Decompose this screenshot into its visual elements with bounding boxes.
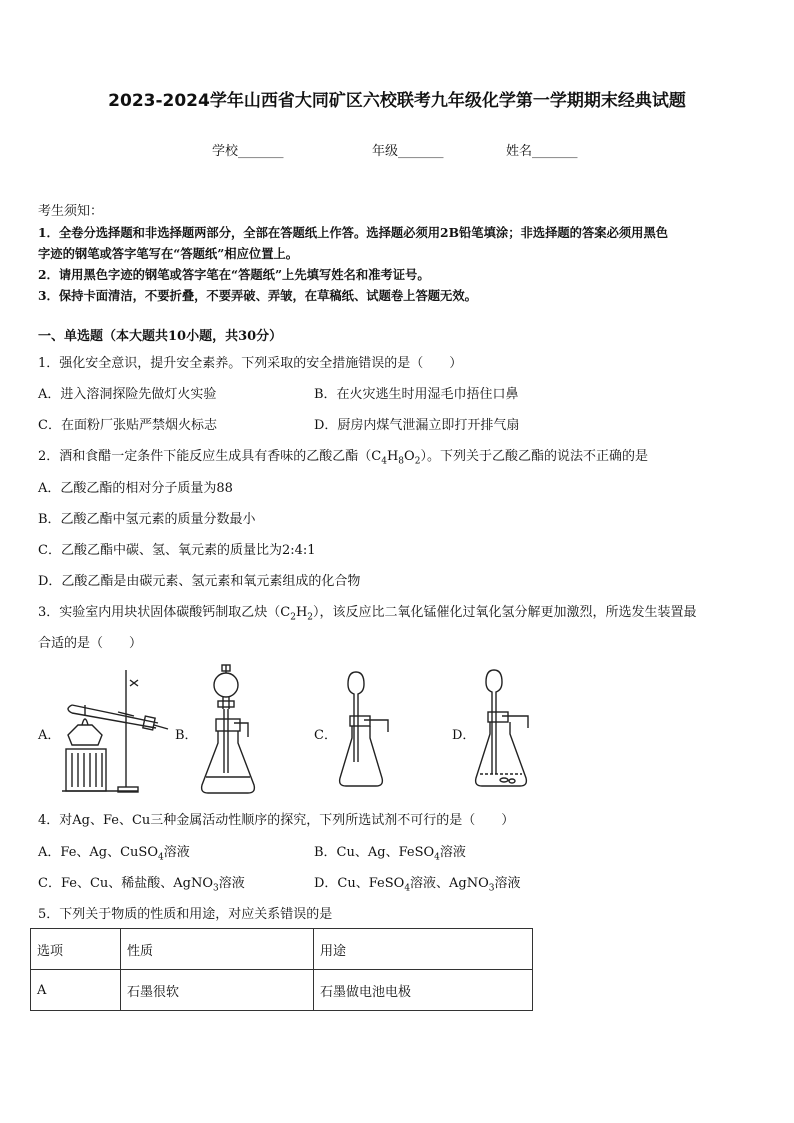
question-1-stem: 1．强化安全意识，提升安全素养。下列采取的安全措施错误的是（ ） xyxy=(38,356,463,371)
q4-a-end: 溶液 xyxy=(163,845,190,860)
q4-a-sub: 4 xyxy=(157,852,164,863)
section-heading: 一、单选题（本大题共10小题，共30分） xyxy=(38,329,283,344)
question-3-option-b[interactable]: B． xyxy=(175,728,198,743)
table-cell: A xyxy=(31,970,121,1011)
notice-item-2: 2．请用黑色字迹的钢笔或答字笔在“答题纸”上先填写姓名和准考证号。 xyxy=(38,267,430,282)
page-title: 2023-2024学年山西省大同矿区六校联考九年级化学第一学期期末经典试题 xyxy=(108,91,686,111)
question-1-option-c[interactable]: C．在面粉厂张贴严禁烟火标志 xyxy=(38,418,217,433)
question-3-stem xyxy=(38,604,697,627)
apparatus-d-image xyxy=(470,668,542,792)
q2-mid2: O xyxy=(404,449,415,464)
question-4-stem: 4．对Ag、Fe、Cu三种金属活动性顺序的探究，下列所选试剂不可行的是（ ） xyxy=(38,813,515,828)
table-header-row xyxy=(31,929,533,970)
question-4-option-c[interactable] xyxy=(38,875,245,898)
notice-heading: 考生须知： xyxy=(38,204,104,219)
q3-mid: H xyxy=(295,605,308,620)
q4-d-mid: 溶液、AgNO xyxy=(410,876,489,891)
table-header-cell: 用途 xyxy=(314,929,533,970)
question-5-table xyxy=(30,928,533,1011)
question-2-stem xyxy=(38,448,648,471)
question-2-option-c[interactable]: C．乙酸乙酯中碳、氢、氧元素的质量比为2:4:1 xyxy=(38,543,316,558)
q4-b-sub: 4 xyxy=(434,852,440,863)
question-1-option-b[interactable]: B．在火灾逃生时用湿毛巾捂住口鼻 xyxy=(314,387,519,402)
q3-sub1: 2 xyxy=(290,612,296,623)
q4-c-end: 溶液 xyxy=(218,876,245,891)
notice-item-1-cont: 字迹的钢笔或答字笔写在“答题纸”相应位置上。 xyxy=(38,246,299,261)
q4-c-text: C．Fe、Cu、稀盐酸、AgNO xyxy=(38,876,214,891)
question-2-option-a[interactable]: A．乙酸乙酯的相对分子质量为88 xyxy=(38,481,233,496)
q2-stem-b: ）。下列关于乙酸乙酯的说法不正确的是 xyxy=(420,449,648,464)
q4-c-sub: 3 xyxy=(213,883,219,894)
q3-sub2: 2 xyxy=(307,612,314,623)
question-2-option-d[interactable]: D．乙酸乙酯是由碳元素、氢元素和氧元素组成的化合物 xyxy=(38,574,361,589)
q4-a-text: A．Fe、Ag、CuSO xyxy=(38,845,158,860)
question-4-option-a[interactable] xyxy=(38,844,190,867)
apparatus-b-image xyxy=(196,663,276,799)
question-3-option-a[interactable]: A． xyxy=(38,728,61,743)
table-header-cell: 性质 xyxy=(121,929,314,970)
question-4-option-b[interactable] xyxy=(314,844,466,867)
school-field[interactable]: 学校_______ xyxy=(212,144,284,159)
table-cell: 石墨做电池电极 xyxy=(314,970,533,1011)
notice-item-3: 3．保持卡面清洁，不要折叠，不要弄破、弄皱，在草稿纸、试题卷上答题无效。 xyxy=(38,288,477,303)
name-field[interactable]: 姓名_______ xyxy=(506,144,578,159)
question-3-option-d[interactable]: D． xyxy=(452,728,476,743)
q2-sub3: 2 xyxy=(414,456,421,467)
table-cell: 石墨很软 xyxy=(121,970,314,1011)
notice-item-1: 1．全卷分选择题和非选择题两部分，全部在答题纸上作答。选择题必须用2B铅笔填涂；非选择题的答案必须用黑色 xyxy=(38,225,669,240)
q4-b-end: 溶液 xyxy=(439,845,466,860)
apparatus-c-image xyxy=(334,670,396,790)
q2-sub1: 4 xyxy=(381,456,387,467)
q4-d-sub1: 4 xyxy=(404,883,411,894)
question-1-option-d[interactable]: D．厨房内煤气泄漏立即打开排气扇 xyxy=(314,418,520,433)
q4-d-text: D．Cu、FeSO xyxy=(314,876,405,891)
question-5-stem: 5．下列关于物质的性质和用途，对应关系错误的是 xyxy=(38,907,333,922)
table-header-cell: 选项 xyxy=(31,929,121,970)
question-4-option-d[interactable] xyxy=(314,875,521,898)
question-1-option-a[interactable]: A．进入溶洞探险先做灯火实验 xyxy=(38,387,217,402)
table-row xyxy=(31,970,533,1011)
grade-field[interactable]: 年级_______ xyxy=(372,144,444,159)
q4-d-sub2: 3 xyxy=(488,883,495,894)
q3-stem-a: 3．实验室内用块状固体碳酸钙制取乙炔（C xyxy=(38,605,291,620)
question-3-stem-cont: 合适的是（ ） xyxy=(38,636,143,651)
q4-b-text: B．Cu、Ag、FeSO xyxy=(314,845,435,860)
q4-d-end: 溶液 xyxy=(494,876,521,891)
q2-stem-a: 2．酒和食醋一定条件下能反应生成具有香味的乙酸乙酯（C xyxy=(38,449,382,464)
question-2-option-b[interactable]: B．乙酸乙酯中氢元素的质量分数最小 xyxy=(38,512,256,527)
q2-mid1: H xyxy=(386,449,399,464)
q3-stem-b: ），该反应比二氧化锰催化过氧化氢分解更加激烈，所选发生装置最 xyxy=(313,605,697,620)
q2-sub2: 8 xyxy=(398,456,405,467)
apparatus-a-image xyxy=(58,665,173,797)
question-3-option-c[interactable]: C． xyxy=(314,728,337,743)
